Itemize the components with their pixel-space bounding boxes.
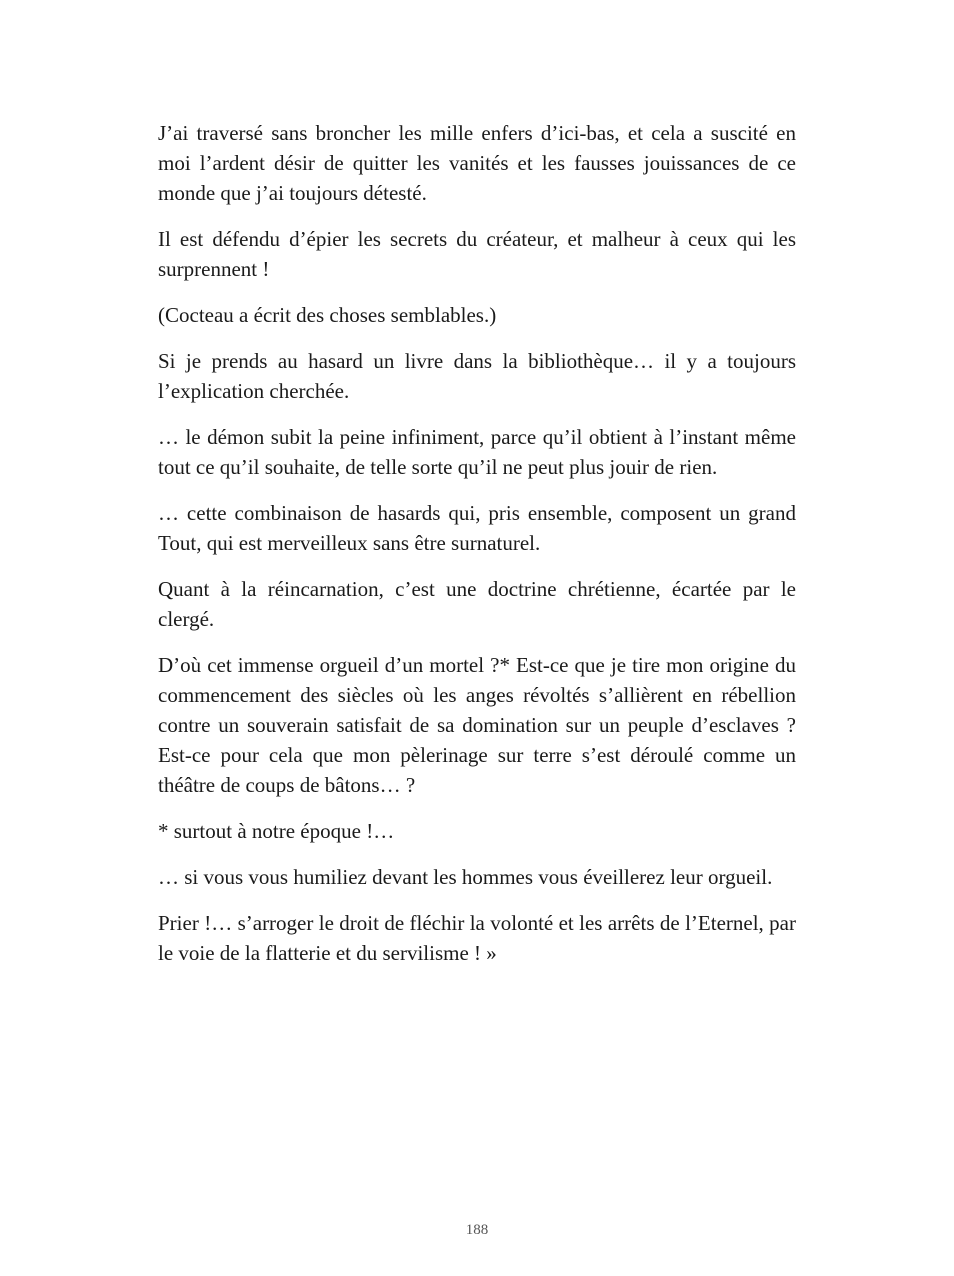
paragraph-10: … si vous vous humiliez devant les hommes vous éveillerez leur orgueil. [158,865,773,889]
paragraph-1: J’ai traversé sans broncher les mille enfers d’ici-bas, et cela a suscité en moi l’ardent désir de quitter les vanités et les fausses jouissances de ce monde que j’ai toujours détesté. [158,121,796,205]
paragraph-3: (Cocteau a écrit des choses semblables.) [158,303,497,327]
paragraph-7: Quant à la réincarnation, c’est une doctrine chrétienne, écartée par le clergé. [158,577,796,631]
paragraph-8: D’où cet immense orgueil d’un mortel ?* Est-ce que je tire mon origine du commencement des siècles où les anges révoltés s’allièrent en rébellion contre un souverain satisfait de sa domination sur un peuple d’esclaves ? Est-ce pour cela que mon pèlerinage sur terre s’est déroulé comme un théâtre de coups de bâtons… ? [158,653,796,797]
paragraph-11: Prier !… s’arroger le droit de fléchir la volonté et les arrêts de l’Eternel, par le voie de la flatterie et du servilisme ! » [158,911,796,965]
paragraph-6: … cette combinaison de hasards qui, pris ensemble, composent un grand Tout, qui est merveilleux sans être surnaturel. [158,501,796,555]
footnote: * surtout à notre époque !… [158,819,395,843]
paragraph-2: Il est défendu d’épier les secrets du créateur, et malheur à ceux qui les surprennent ! [158,227,796,281]
page-body [158,118,796,984]
paragraph-4: Si je prends au hasard un livre dans la bibliothèque… il y a toujours l’explication cherchée. [158,349,796,403]
paragraph-5: … le démon subit la peine infiniment, parce qu’il obtient à l’instant même tout ce qu’il souhaite, de telle sorte qu’il ne peut plus jouir de rien. [158,425,796,479]
page-number: 188 [465,1222,489,1238]
